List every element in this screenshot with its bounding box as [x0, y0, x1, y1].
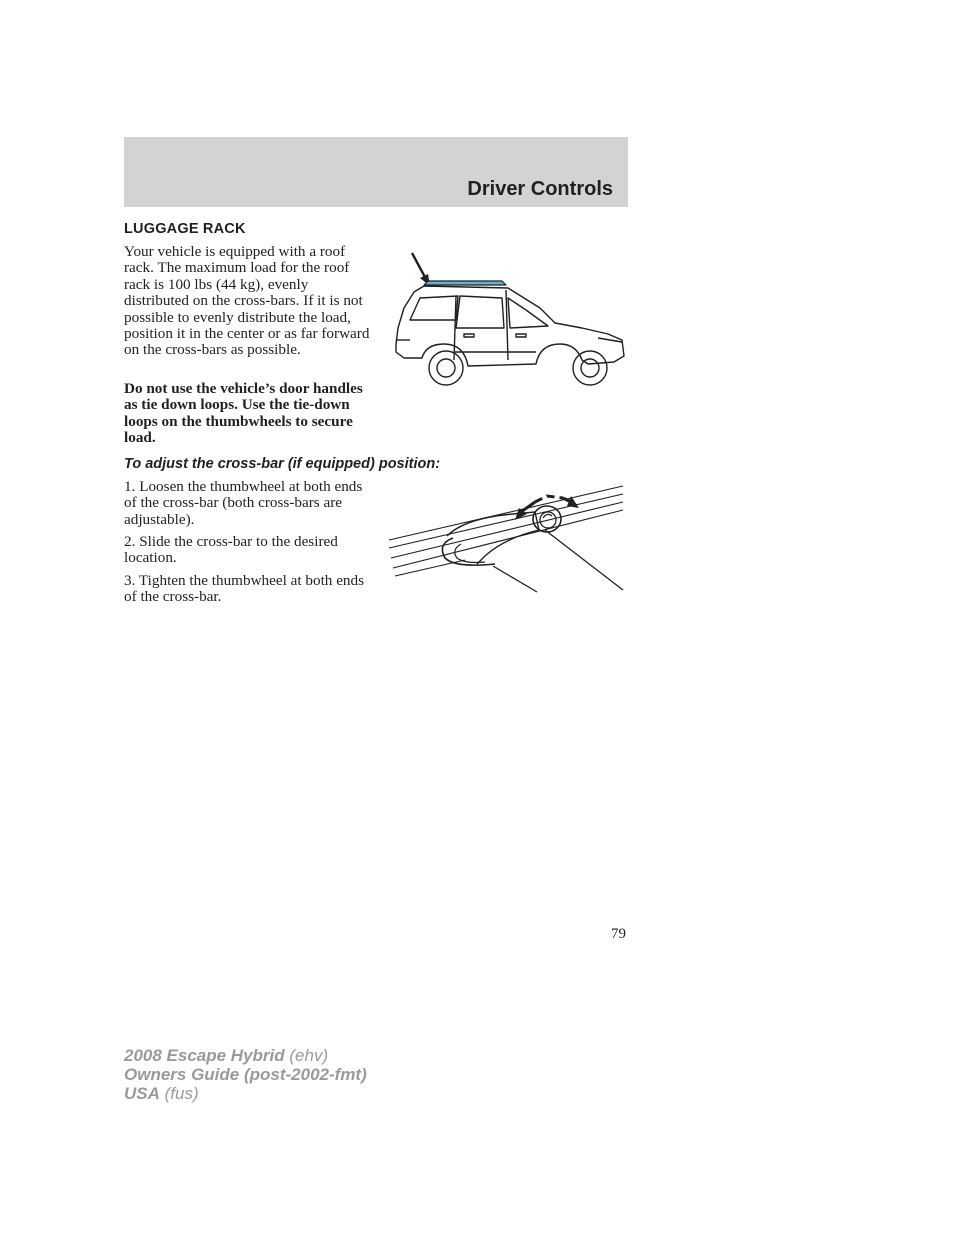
- front-wheel: [573, 351, 607, 385]
- pointer-arrow-line: [412, 253, 426, 279]
- rear-door-window: [456, 296, 504, 328]
- rail-line: [389, 486, 623, 540]
- footer-line-1: 2008 Escape Hybrid (ehv): [124, 1046, 329, 1065]
- roof-rack: [424, 281, 506, 285]
- section-title: LUGGAGE RACK: [124, 221, 246, 237]
- crossbar-end: [447, 512, 539, 564]
- vehicle-roof-rack-illustration: [390, 248, 630, 388]
- page-number: 79: [611, 926, 626, 942]
- footer-line-2: Owners Guide (post-2002-fmt): [124, 1065, 367, 1084]
- crossbar-thumbwheel-illustration: [385, 478, 630, 594]
- intro-paragraph: Your vehicle is equipped with a roof rack. The maximum load for the roof rack is 100 lbs (44 kg), evenly distributed on the cross-bars. If it is not possible to evenly distribute the load, position it in the center or as far forward on the cross-bars as possible.: [124, 243, 370, 359]
- header-band: [124, 137, 628, 207]
- page-title: Driver Controls: [467, 178, 613, 200]
- front-door-window: [508, 298, 548, 328]
- rear-door-handle: [464, 334, 474, 337]
- step-1: 1. Loosen the thumbwheel at both ends of the cross-bar (both cross-bars are adjustable).: [124, 478, 363, 528]
- footer-line-3: USA (fus): [124, 1084, 199, 1103]
- tie-down-loop: [442, 538, 495, 565]
- rear-window: [410, 296, 458, 320]
- step-3: 3. Tighten the thumbwheel at both ends of the cross-bar.: [124, 572, 365, 606]
- footer: [124, 1046, 367, 1103]
- front-door-handle: [516, 334, 526, 337]
- step-2: 2. Slide the cross-bar to the desired location.: [124, 533, 338, 567]
- warning-paragraph: Do not use the vehicle’s door handles as tie down loops. Use the tie-down loops on the thumbwheels to secure load.: [124, 380, 363, 447]
- adjust-heading: To adjust the cross-bar (if equipped) position:: [124, 456, 441, 472]
- rear-wheel: [429, 351, 463, 385]
